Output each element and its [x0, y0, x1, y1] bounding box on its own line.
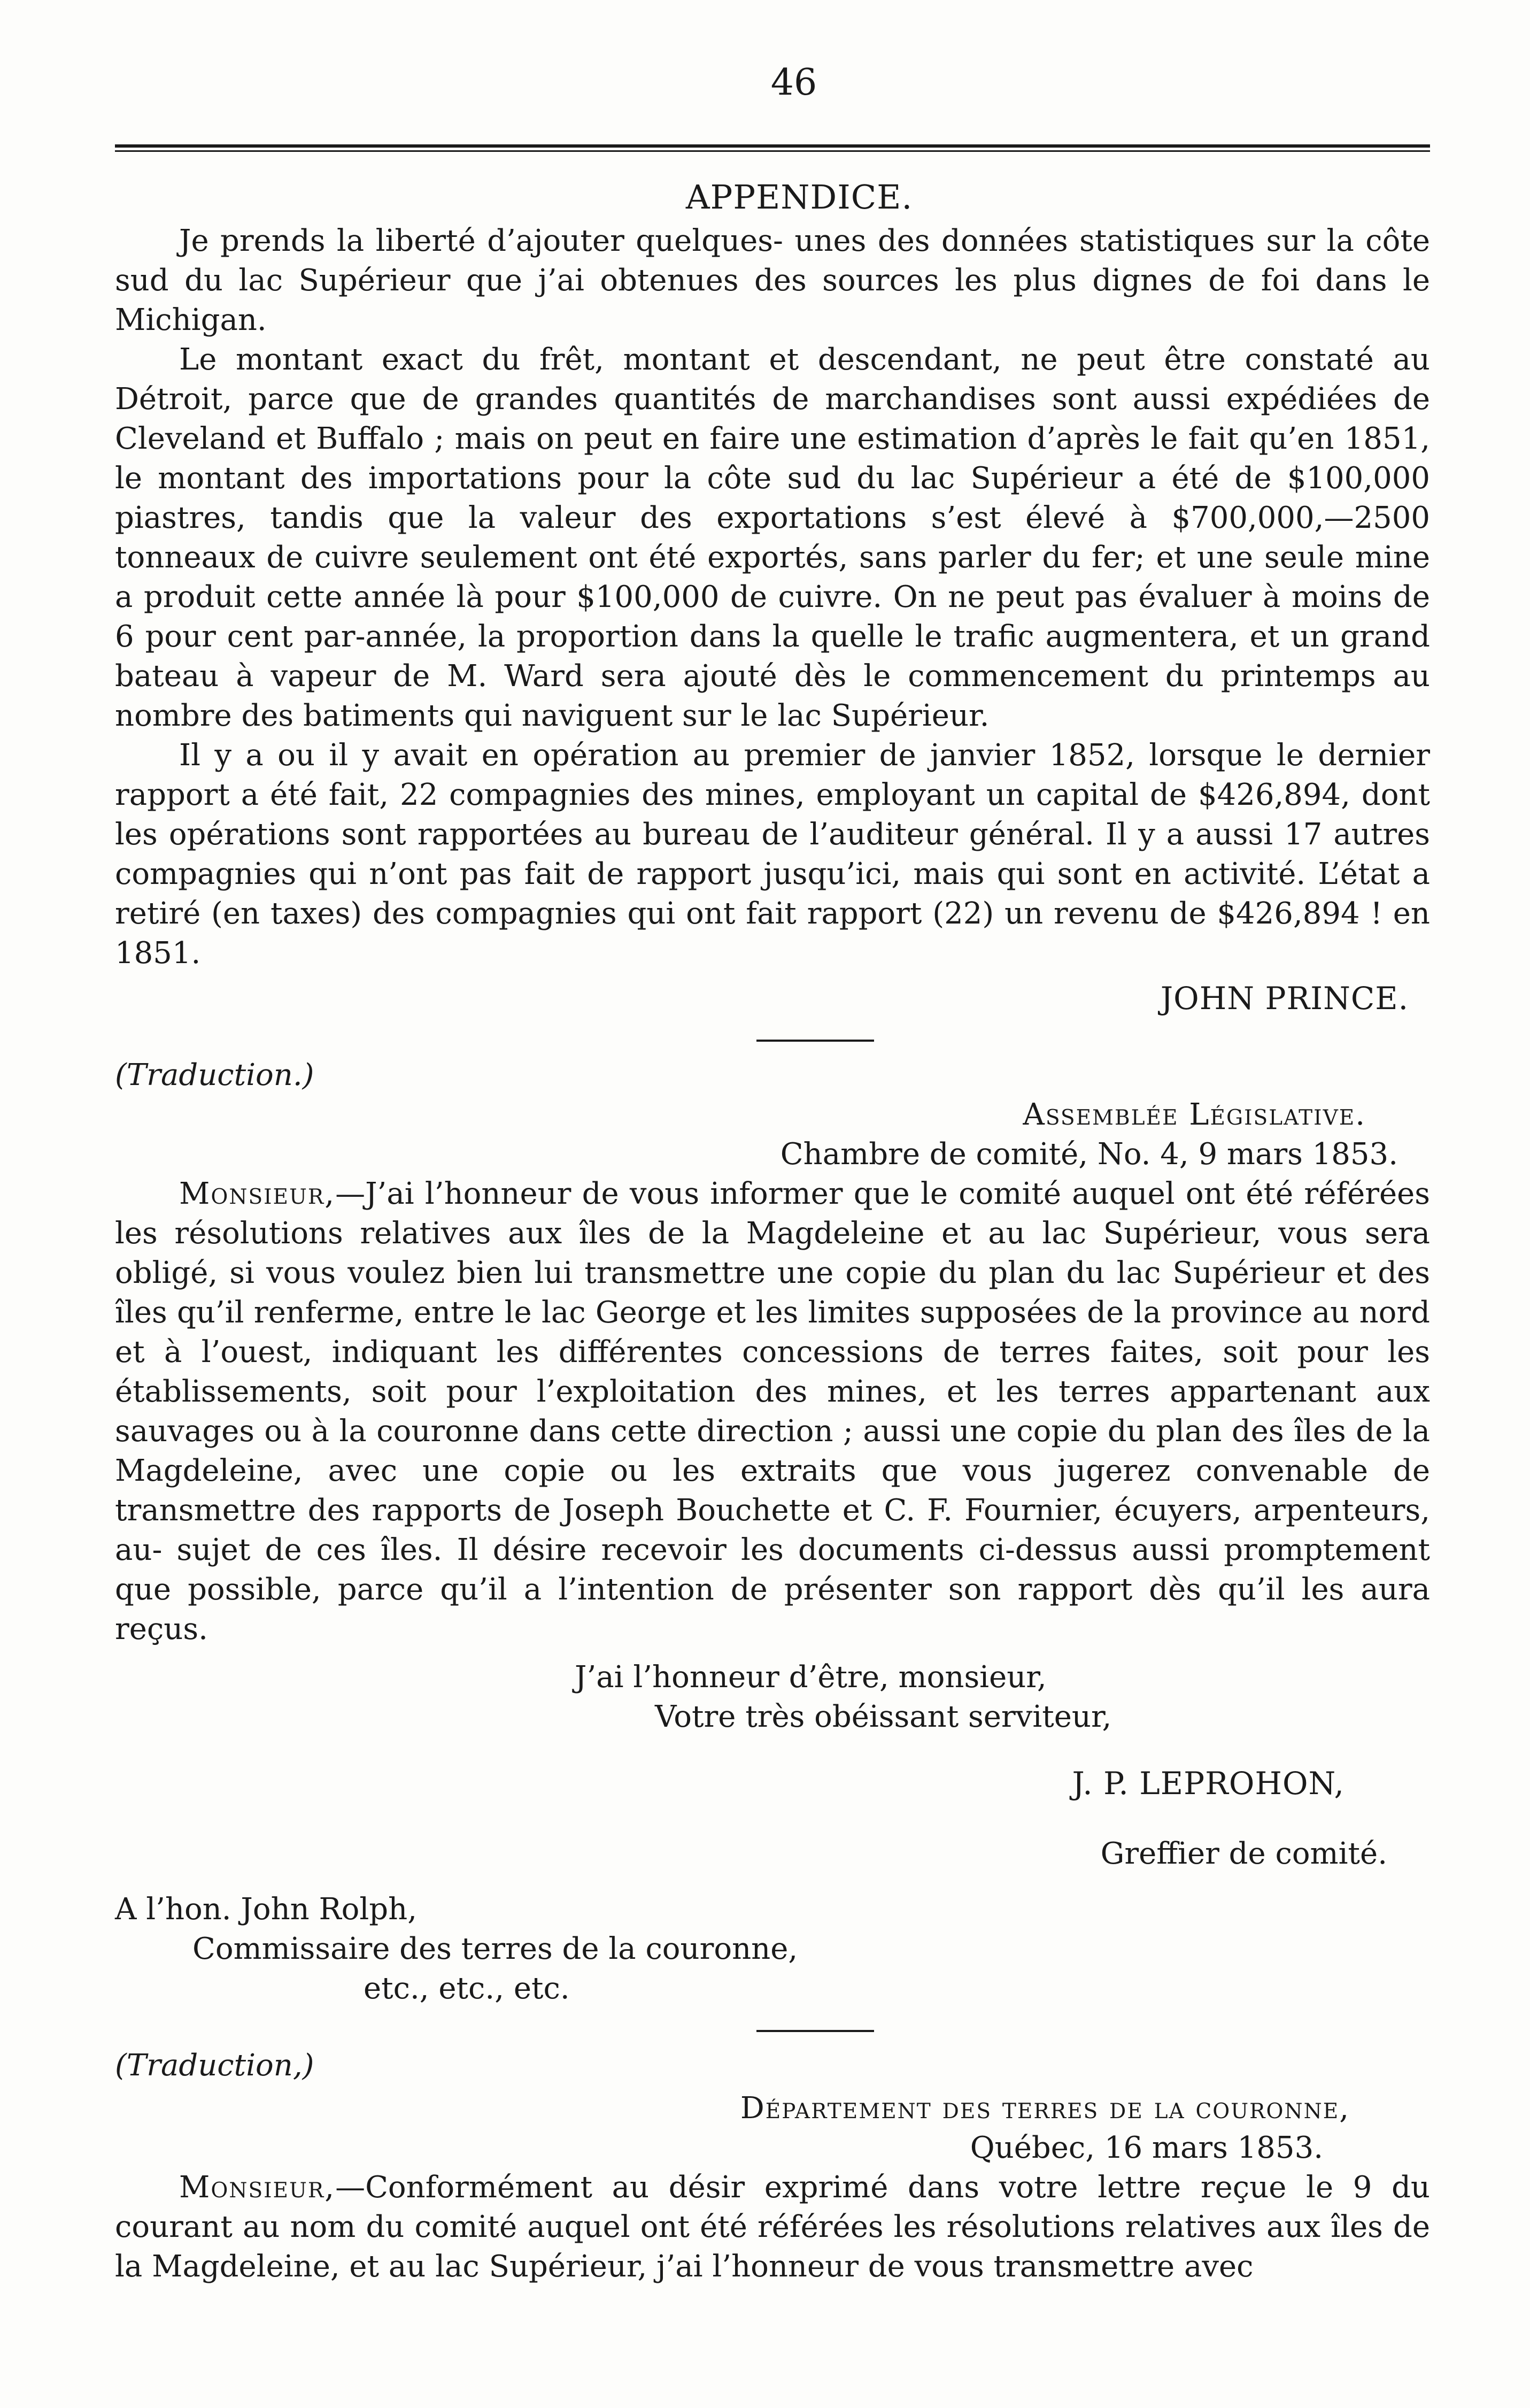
header-rule: [115, 144, 1430, 152]
letter1-signer-title: Greffier de comité.: [1100, 1836, 1387, 1871]
appendix-signature: JOHN PRINCE.: [1160, 980, 1409, 1017]
letter1-header-line1: Assemblée Législative.: [1023, 1097, 1366, 1132]
section-divider-1: [756, 1040, 874, 1042]
letter2-body: [115, 2168, 1430, 2287]
appendix-paragraph-2: Le montant exact du frêt, montant et descendant, ne peut être constaté au Détroit, parce que de grandes quantités de marchandises sont aussi expédiées de Cleveland et Buffalo ; mais on peut en faire une estimation d’après le fait qu’en 1851, le montant des importations pour la côte sud du lac Supérieur a été de $100,000 piastres, tandis que la valeur des exportations s’est élevé à $700,000,—2500 tonneaux de cuivre seulement ont été exportés, sans parler du fer; et une seule mine a produit cette année là pour $100,000 de cuivre. On ne peut pas évaluer à moins de 6 pour cent par-année, la proportion dans la quelle le trafic augmentera, et un grand bateau à vapeur de M. Ward sera ajouté dès le commencement du printemps au nombre des batiments qui naviguent sur le lac Supérieur.: [115, 342, 1430, 733]
letter1-signer-name: J. P. LEPROHON,: [1072, 1765, 1344, 1802]
section-divider-2: [756, 2030, 874, 2032]
letter1-addressee-line3: etc., etc., etc.: [364, 1971, 570, 2006]
page-number: 46: [770, 61, 817, 104]
appendix-paragraph-3: Il y a ou il y avait en opération au premier de janvier 1852, lorsque le dernier rapport a été fait, 22 compagnies des mines, employant un capital de $426,894, dont les opérations sont rapportées au bureau de l’auditeur général. Il y a aussi 17 autres compagnies qui n’ont pas fait de rapport jusqu’ici, mais qui sont en activité. L’état a retiré (en taxes) des compagnies qui ont fait rapport (22) un revenu de $426,894 ! en 1851.: [115, 738, 1430, 971]
page-content: [115, 59, 1430, 2287]
letter1-addressee-line1: A l’hon. John Rolph,: [115, 1892, 418, 1927]
letter2-body-text: —Conformément au désir exprimé dans votre lettre reçue le 9 du courant au nom du comité auquel ont été référées les résolutions relatives aux îles de la Magdeleine, et au lac Supérieur, j’ai l’honneur de vous transmettre avec: [115, 2170, 1430, 2284]
letter1-addressee-line2: Commissaire des terres de la couronne,: [192, 1932, 798, 1966]
letter1-closing-line2: Votre très obéissant serviteur,: [655, 1699, 1112, 1734]
letter1-salutation: Monsieur,: [179, 1176, 336, 1211]
appendix-heading: APPENDICE.: [685, 178, 913, 217]
letter1-translation-note: (Traduction.): [115, 1058, 314, 1093]
letter1-header-line2: Chambre de comité, No. 4, 9 mars 1853.: [780, 1137, 1398, 1172]
appendix-paragraph-1: Je prends la liberté d’ajouter quelques- unes des données statistiques sur la côte sud du lac Supérieur que j’ai obtenues des sources les plus dignes de foi dans le Michigan.: [115, 224, 1430, 337]
letter1-body: [115, 1174, 1430, 1649]
letter2-header-line1: Département des terres de la couronne,: [740, 2091, 1350, 2126]
letter1-closing-line1: J’ai l’honneur d’être, monsieur,: [575, 1660, 1047, 1695]
letter2-header-line2: Québec, 16 mars 1853.: [970, 2130, 1323, 2165]
letter2-salutation: Monsieur,: [179, 2170, 336, 2205]
letter1-body-text: —J’ai l’honneur de vous informer que le comité auquel ont été référées les résolutions relatives aux îles de la Magdeleine et au lac Supérieur, vous sera obligé, si vous voulez bien lui transmettre une copie du plan du lac Supérieur et des îles qu’il renferme, entre le lac George et les limites supposées de la province au nord et à l’ouest, indiquant les différentes concessions de terres faites, soit pour les établissements, soit pour l’exploitation des mines, et les terres appartenant aux sauvages ou à la couronne dans cette direction ; aussi une copie du plan des îles de la Magdeleine, avec une copie ou les extraits que vous jugerez convenable de transmettre des rapports de Joseph Bouchette et C. F. Fournier, écuyers, arpenteurs, au- sujet de ces îles. Il désire recevoir les documents ci-dessus aussi promptement que possible, parce qu’il a l’intention de présenter son rapport dès qu’il les aura reçus.: [115, 1176, 1430, 1647]
letter2-translation-note: (Traduction,): [115, 2048, 314, 2083]
